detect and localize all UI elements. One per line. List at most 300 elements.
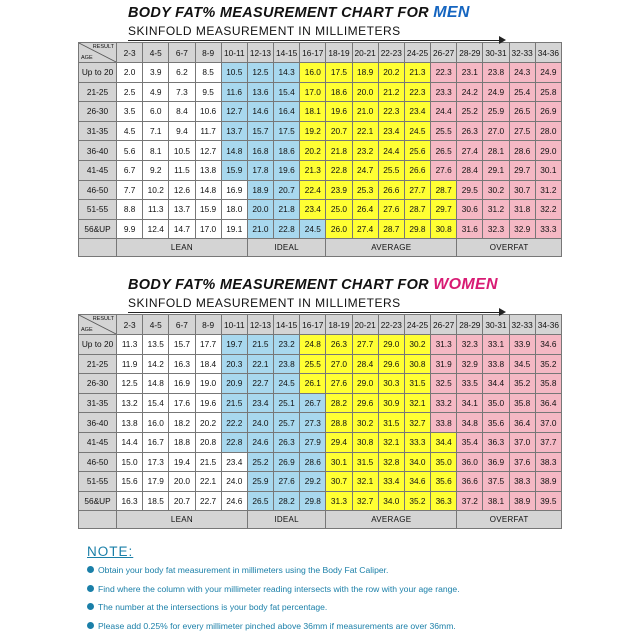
body-fat-cell: 25.2 xyxy=(247,452,273,472)
body-fat-cell: 36.9 xyxy=(483,452,509,472)
body-fat-cell: 15.6 xyxy=(117,472,143,492)
body-fat-cell: 26.5 xyxy=(431,141,457,161)
body-fat-cell: 30.7 xyxy=(509,180,535,200)
body-fat-cell: 23.8 xyxy=(274,354,300,374)
body-fat-cell: 13.6 xyxy=(247,82,273,102)
body-fat-cell: 19.7 xyxy=(221,335,247,355)
body-fat-cell: 3.5 xyxy=(117,102,143,122)
body-fat-cell: 24.3 xyxy=(509,63,535,83)
body-fat-cell: 28.4 xyxy=(457,160,483,180)
body-fat-cell: 27.7 xyxy=(404,180,430,200)
body-fat-cell: 17.8 xyxy=(247,160,273,180)
body-fat-cell: 26.5 xyxy=(509,102,535,122)
body-fat-cell: 19.6 xyxy=(326,102,352,122)
body-fat-cell: 29.8 xyxy=(404,219,430,239)
body-fat-cell: 32.7 xyxy=(404,413,430,433)
body-fat-cell: 22.1 xyxy=(247,354,273,374)
body-fat-cell: 24.5 xyxy=(404,121,430,141)
body-fat-cell: 21.2 xyxy=(378,82,404,102)
body-fat-cell: 20.9 xyxy=(221,374,247,394)
body-fat-cell: 30.7 xyxy=(326,472,352,492)
body-fat-cell: 34.0 xyxy=(378,491,404,511)
body-fat-cell: 26.9 xyxy=(535,102,561,122)
body-fat-cell: 35.8 xyxy=(509,393,535,413)
body-fat-cell: 6.0 xyxy=(143,102,169,122)
body-fat-cell: 18.1 xyxy=(300,102,326,122)
column-header: 12-13 xyxy=(247,315,273,335)
body-fat-cell: 31.8 xyxy=(509,200,535,220)
body-fat-cell: 23.4 xyxy=(300,200,326,220)
body-fat-cell: 15.9 xyxy=(195,200,221,220)
body-fat-cell: 24.8 xyxy=(300,335,326,355)
column-header: 8-9 xyxy=(195,315,221,335)
body-fat-cell: 32.1 xyxy=(378,432,404,452)
body-fat-cell: 2.5 xyxy=(117,82,143,102)
body-fat-cell: 22.3 xyxy=(378,102,404,122)
body-fat-cell: 27.9 xyxy=(300,432,326,452)
body-fat-cell: 22.1 xyxy=(352,121,378,141)
body-fat-cell: 11.6 xyxy=(221,82,247,102)
table-row xyxy=(79,180,562,200)
body-fat-cell: 23.4 xyxy=(247,393,273,413)
body-fat-cell: 14.8 xyxy=(195,180,221,200)
body-fat-cell: 17.5 xyxy=(326,63,352,83)
body-fat-cell: 33.3 xyxy=(535,219,561,239)
body-fat-cell: 30.1 xyxy=(535,160,561,180)
body-fat-cell: 17.0 xyxy=(195,219,221,239)
age-range-cell: 31-35 xyxy=(79,121,117,141)
body-fat-cell: 33.2 xyxy=(431,393,457,413)
body-fat-cell: 24.6 xyxy=(247,432,273,452)
column-header: 4-5 xyxy=(143,43,169,63)
body-fat-cell: 15.7 xyxy=(247,121,273,141)
column-header: 18-19 xyxy=(326,43,352,63)
body-fat-cell: 12.5 xyxy=(247,63,273,83)
column-header: 34-36 xyxy=(535,315,561,335)
body-fat-cell: 35.4 xyxy=(457,432,483,452)
body-fat-cell: 31.2 xyxy=(535,180,561,200)
body-fat-cell: 26.3 xyxy=(457,121,483,141)
body-fat-cell: 20.0 xyxy=(247,200,273,220)
body-fat-cell: 21.8 xyxy=(326,141,352,161)
body-fat-cell: 34.0 xyxy=(404,452,430,472)
body-fat-cell: 30.8 xyxy=(431,219,457,239)
bullet-icon xyxy=(87,585,94,592)
body-fat-cell: 15.7 xyxy=(169,335,195,355)
column-header: 10-11 xyxy=(221,315,247,335)
body-fat-cell: 18.9 xyxy=(247,180,273,200)
category-label-lean: LEAN xyxy=(117,239,248,257)
body-fat-cell: 24.5 xyxy=(300,219,326,239)
note-item xyxy=(87,598,557,617)
body-fat-cell: 22.3 xyxy=(404,82,430,102)
women-title-prefix: BODY FAT% MEASUREMENT CHART FOR xyxy=(128,277,429,293)
body-fat-cell: 27.7 xyxy=(352,335,378,355)
body-fat-cell: 23.3 xyxy=(431,82,457,102)
body-fat-cell: 33.4 xyxy=(378,472,404,492)
body-fat-cell: 30.1 xyxy=(326,452,352,472)
age-range-cell: 46-50 xyxy=(79,452,117,472)
result-age-corner xyxy=(79,43,117,63)
body-fat-cell: 29.7 xyxy=(509,160,535,180)
body-fat-cell: 32.2 xyxy=(535,200,561,220)
table-row xyxy=(79,335,562,355)
table-row xyxy=(79,200,562,220)
body-fat-cell: 28.6 xyxy=(509,141,535,161)
body-fat-cell: 28.7 xyxy=(404,200,430,220)
body-fat-cell: 9.4 xyxy=(169,121,195,141)
body-fat-cell: 12.5 xyxy=(117,374,143,394)
corner-age-label: AGE xyxy=(81,327,93,333)
body-fat-cell: 34.5 xyxy=(509,354,535,374)
age-range-cell: Up to 20 xyxy=(79,335,117,355)
column-header: 16-17 xyxy=(300,43,326,63)
body-fat-cell: 15.0 xyxy=(117,452,143,472)
age-range-cell: 26-30 xyxy=(79,102,117,122)
body-fat-cell: 32.1 xyxy=(404,393,430,413)
body-fat-cell: 5.6 xyxy=(117,141,143,161)
body-fat-cell: 12.6 xyxy=(169,180,195,200)
body-fat-cell: 26.1 xyxy=(300,374,326,394)
body-fat-cell: 31.5 xyxy=(378,413,404,433)
age-range-cell: 46-50 xyxy=(79,180,117,200)
body-fat-cell: 25.9 xyxy=(247,472,273,492)
table-row xyxy=(79,354,562,374)
body-fat-cell: 35.2 xyxy=(404,491,430,511)
body-fat-cell: 20.2 xyxy=(300,141,326,161)
body-fat-cell: 18.0 xyxy=(221,200,247,220)
body-fat-cell: 25.0 xyxy=(326,200,352,220)
body-fat-cell: 25.7 xyxy=(274,413,300,433)
men-subtitle-row xyxy=(78,22,562,42)
body-fat-cell: 38.3 xyxy=(509,472,535,492)
body-fat-cell: 20.7 xyxy=(274,180,300,200)
body-fat-cell: 28.6 xyxy=(300,452,326,472)
body-fat-cell: 24.9 xyxy=(483,82,509,102)
age-range-cell: 21-25 xyxy=(79,354,117,374)
body-fat-cell: 29.1 xyxy=(483,160,509,180)
body-fat-cell: 17.7 xyxy=(195,335,221,355)
table-row xyxy=(79,374,562,394)
body-fat-cell: 22.8 xyxy=(221,432,247,452)
note-title: NOTE: xyxy=(87,544,134,559)
body-fat-cell: 34.6 xyxy=(404,472,430,492)
body-fat-cell: 22.8 xyxy=(326,160,352,180)
body-fat-cell: 23.8 xyxy=(483,63,509,83)
body-fat-cell: 30.6 xyxy=(457,200,483,220)
category-blank-cell xyxy=(79,511,117,529)
body-fat-cell: 26.0 xyxy=(326,219,352,239)
body-fat-cell: 28.8 xyxy=(326,413,352,433)
body-fat-cell: 38.9 xyxy=(535,472,561,492)
body-fat-cell: 24.4 xyxy=(431,102,457,122)
body-fat-cell: 12.7 xyxy=(221,102,247,122)
body-fat-cell: 25.4 xyxy=(509,82,535,102)
header-row xyxy=(79,43,562,63)
body-fat-cell: 27.4 xyxy=(457,141,483,161)
note-item xyxy=(87,580,557,599)
body-fat-cell: 31.2 xyxy=(483,200,509,220)
body-fat-cell: 33.9 xyxy=(509,335,535,355)
body-fat-cell: 34.1 xyxy=(457,393,483,413)
body-fat-cell: 16.0 xyxy=(300,63,326,83)
body-fat-cell: 21.3 xyxy=(300,160,326,180)
men-title-prefix: BODY FAT% MEASUREMENT CHART FOR xyxy=(128,5,429,21)
body-fat-cell: 27.6 xyxy=(326,374,352,394)
table-row xyxy=(79,63,562,83)
table-row xyxy=(79,472,562,492)
body-fat-cell: 6.2 xyxy=(169,63,195,83)
women-chart-title xyxy=(128,276,562,294)
column-header: 20-21 xyxy=(352,43,378,63)
body-fat-cell: 21.3 xyxy=(404,63,430,83)
body-fat-cell: 32.7 xyxy=(352,491,378,511)
body-fat-cell: 17.9 xyxy=(143,472,169,492)
bullet-icon xyxy=(87,566,94,573)
body-fat-cell: 4.5 xyxy=(117,121,143,141)
body-fat-cell: 24.4 xyxy=(378,141,404,161)
body-fat-cell: 19.6 xyxy=(195,393,221,413)
body-fat-cell: 25.8 xyxy=(535,82,561,102)
body-fat-cell: 29.0 xyxy=(378,335,404,355)
body-fat-cell: 28.2 xyxy=(326,393,352,413)
body-fat-cell: 27.5 xyxy=(509,121,535,141)
body-fat-cell: 16.0 xyxy=(143,413,169,433)
note-section xyxy=(87,543,557,635)
body-fat-cell: 23.4 xyxy=(378,121,404,141)
body-fat-cell: 22.7 xyxy=(195,491,221,511)
table-row xyxy=(79,393,562,413)
body-fat-cell: 10.6 xyxy=(195,102,221,122)
body-fat-cell: 19.1 xyxy=(221,219,247,239)
body-fat-cell: 13.5 xyxy=(143,335,169,355)
body-fat-cell: 35.2 xyxy=(535,354,561,374)
body-fat-cell: 14.2 xyxy=(143,354,169,374)
corner-age-label: AGE xyxy=(81,55,93,61)
body-fat-cell: 28.7 xyxy=(431,180,457,200)
body-fat-cell: 24.0 xyxy=(221,472,247,492)
body-fat-cell: 36.3 xyxy=(483,432,509,452)
women-subtitle: SKINFOLD MEASUREMENT IN MILLIMETERS xyxy=(128,296,401,310)
body-fat-cell: 13.7 xyxy=(221,121,247,141)
column-header: 24-25 xyxy=(404,315,430,335)
body-fat-cell: 19.2 xyxy=(300,121,326,141)
category-label-average: AVERAGE xyxy=(326,239,457,257)
column-header: 28-29 xyxy=(457,43,483,63)
body-fat-cell: 11.9 xyxy=(117,354,143,374)
body-fat-cell: 35.0 xyxy=(431,452,457,472)
body-fat-cell: 34.6 xyxy=(535,335,561,355)
column-header: 16-17 xyxy=(300,315,326,335)
body-fat-cell: 21.5 xyxy=(195,452,221,472)
body-fat-cell: 24.0 xyxy=(247,413,273,433)
bullet-icon xyxy=(87,622,94,629)
men-subtitle: SKINFOLD MEASUREMENT IN MILLIMETERS xyxy=(128,24,401,38)
body-fat-cell: 18.9 xyxy=(352,63,378,83)
body-fat-cell: 30.2 xyxy=(352,413,378,433)
body-fat-cell: 33.1 xyxy=(483,335,509,355)
body-fat-cell: 20.3 xyxy=(221,354,247,374)
table-row xyxy=(79,491,562,511)
category-label-overfat: OVERFAT xyxy=(457,239,562,257)
age-range-cell: 31-35 xyxy=(79,393,117,413)
category-blank-cell xyxy=(79,239,117,257)
body-fat-cell: 32.1 xyxy=(352,472,378,492)
body-fat-cell: 6.7 xyxy=(117,160,143,180)
women-arrow-icon xyxy=(128,312,500,313)
corner-result-label: RESULT xyxy=(92,316,114,322)
age-range-cell: 56&UP xyxy=(79,491,117,511)
body-fat-cell: 7.1 xyxy=(143,121,169,141)
body-fat-cell: 39.5 xyxy=(535,491,561,511)
body-fat-cell: 22.2 xyxy=(221,413,247,433)
body-fat-cell: 34.4 xyxy=(483,374,509,394)
note-item-text: Obtain your body fat measurement in millimeters using the Body Fat Caliper. xyxy=(98,565,389,575)
body-fat-cell: 15.4 xyxy=(143,393,169,413)
body-fat-cell: 36.4 xyxy=(509,413,535,433)
body-fat-cell: 15.4 xyxy=(274,82,300,102)
body-fat-cell: 30.8 xyxy=(404,354,430,374)
body-fat-cell: 26.5 xyxy=(247,491,273,511)
body-fat-cell: 24.6 xyxy=(221,491,247,511)
corner-result-label: RESULT xyxy=(92,44,114,50)
body-fat-cell: 29.0 xyxy=(352,374,378,394)
body-fat-cell: 10.5 xyxy=(169,141,195,161)
body-fat-cell: 37.0 xyxy=(535,413,561,433)
body-fat-cell: 11.7 xyxy=(195,121,221,141)
column-header: 20-21 xyxy=(352,315,378,335)
body-fat-cell: 19.0 xyxy=(195,374,221,394)
note-item-text: The number at the intersections is your body fat percentage. xyxy=(98,602,328,612)
body-fat-cell: 32.9 xyxy=(509,219,535,239)
men-arrow-icon xyxy=(128,40,500,41)
column-header: 30-31 xyxy=(483,43,509,63)
age-range-cell: 26-30 xyxy=(79,374,117,394)
body-fat-cell: 35.0 xyxy=(483,393,509,413)
column-header: 26-27 xyxy=(431,43,457,63)
column-header: 22-23 xyxy=(378,43,404,63)
men-body-fat-table xyxy=(78,42,562,257)
body-fat-cell: 20.2 xyxy=(195,413,221,433)
body-fat-cell: 32.8 xyxy=(378,452,404,472)
column-header: 30-31 xyxy=(483,315,509,335)
body-fat-cell: 17.5 xyxy=(274,121,300,141)
table-row xyxy=(79,82,562,102)
body-fat-cell: 36.0 xyxy=(457,452,483,472)
body-fat-cell: 18.6 xyxy=(326,82,352,102)
age-range-cell: 56&UP xyxy=(79,219,117,239)
body-fat-cell: 20.7 xyxy=(169,491,195,511)
body-fat-cell: 33.3 xyxy=(404,432,430,452)
body-fat-cell: 3.9 xyxy=(143,63,169,83)
category-label-overfat: OVERFAT xyxy=(457,511,562,529)
result-age-corner xyxy=(79,315,117,335)
body-fat-cell: 38.1 xyxy=(483,491,509,511)
body-fat-cell: 16.8 xyxy=(247,141,273,161)
column-header: 14-15 xyxy=(274,43,300,63)
body-fat-cell: 18.5 xyxy=(143,491,169,511)
body-fat-cell: 9.5 xyxy=(195,82,221,102)
body-fat-cell: 32.5 xyxy=(431,374,457,394)
body-fat-cell: 10.5 xyxy=(221,63,247,83)
body-fat-cell: 23.1 xyxy=(457,63,483,83)
body-fat-cell: 32.3 xyxy=(483,219,509,239)
women-chart-section xyxy=(78,276,562,529)
body-fat-cell: 25.6 xyxy=(404,141,430,161)
body-fat-cell: 25.5 xyxy=(300,354,326,374)
age-range-cell: 36-40 xyxy=(79,413,117,433)
body-fat-cell: 16.4 xyxy=(274,102,300,122)
body-fat-cell: 27.6 xyxy=(378,200,404,220)
column-header: 6-7 xyxy=(169,315,195,335)
body-fat-cell: 23.4 xyxy=(221,452,247,472)
body-fat-cell: 37.2 xyxy=(457,491,483,511)
body-fat-cell: 26.4 xyxy=(352,200,378,220)
body-fat-cell: 9.2 xyxy=(143,160,169,180)
body-fat-cell: 38.3 xyxy=(535,452,561,472)
table-row xyxy=(79,413,562,433)
body-fat-cell: 30.3 xyxy=(378,374,404,394)
body-fat-cell: 30.9 xyxy=(378,393,404,413)
age-range-cell: 41-45 xyxy=(79,432,117,452)
body-fat-cell: 34.8 xyxy=(457,413,483,433)
note-item xyxy=(87,617,557,636)
category-label-lean: LEAN xyxy=(117,511,248,529)
women-subtitle-row xyxy=(78,294,562,314)
body-fat-cell: 23.2 xyxy=(352,141,378,161)
body-fat-cell: 25.5 xyxy=(378,160,404,180)
body-fat-cell: 29.6 xyxy=(378,354,404,374)
body-fat-cell: 22.3 xyxy=(431,63,457,83)
note-item-text: Please add 0.25% for every millimeter pinched above 36mm if measurements are over 36mm. xyxy=(98,620,456,631)
category-label-ideal: IDEAL xyxy=(247,511,326,529)
body-fat-cell: 29.4 xyxy=(326,432,352,452)
body-fat-cell: 20.7 xyxy=(326,121,352,141)
body-fat-cell: 7.3 xyxy=(169,82,195,102)
column-header: 28-29 xyxy=(457,315,483,335)
age-range-cell: Up to 20 xyxy=(79,63,117,83)
body-fat-cell: 14.4 xyxy=(117,432,143,452)
body-fat-cell: 14.7 xyxy=(169,219,195,239)
body-fat-cell: 26.3 xyxy=(326,335,352,355)
body-fat-cell: 8.1 xyxy=(143,141,169,161)
body-fat-cell: 21.5 xyxy=(247,335,273,355)
body-fat-cell: 30.2 xyxy=(404,335,430,355)
body-fat-cell: 16.3 xyxy=(117,491,143,511)
body-fat-cell: 21.0 xyxy=(247,219,273,239)
body-fat-cell: 19.6 xyxy=(274,160,300,180)
body-fat-cell: 16.3 xyxy=(169,354,195,374)
body-fat-cell: 28.2 xyxy=(274,491,300,511)
category-row xyxy=(79,511,562,529)
body-fat-cell: 25.5 xyxy=(431,121,457,141)
body-fat-cell: 35.8 xyxy=(535,374,561,394)
body-fat-cell: 34.4 xyxy=(431,432,457,452)
body-fat-cell: 11.5 xyxy=(169,160,195,180)
body-fat-cell: 21.5 xyxy=(221,393,247,413)
body-fat-cell: 25.3 xyxy=(352,180,378,200)
body-fat-cell: 31.5 xyxy=(404,374,430,394)
column-header: 4-5 xyxy=(143,315,169,335)
men-chart-section xyxy=(78,4,562,257)
category-label-ideal: IDEAL xyxy=(247,239,326,257)
column-header: 32-33 xyxy=(509,315,535,335)
column-header: 18-19 xyxy=(326,315,352,335)
body-fat-cell: 11.3 xyxy=(143,200,169,220)
note-item-text: Find where the column with your millimeter reading intersects with the row with your age range. xyxy=(98,583,460,594)
column-header: 26-27 xyxy=(431,315,457,335)
column-header: 32-33 xyxy=(509,43,535,63)
